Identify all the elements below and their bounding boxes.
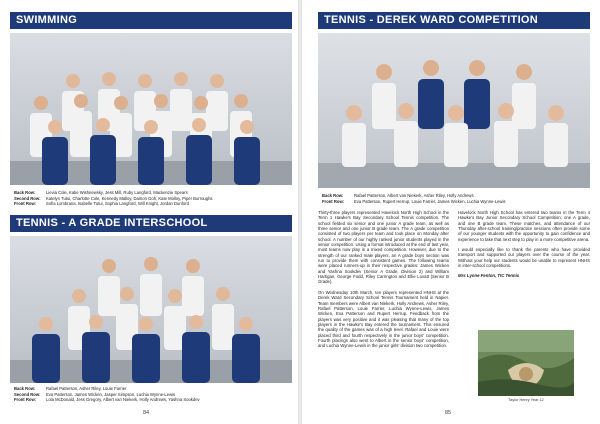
article-paragraph: I would especially like to thank the parents who have provided transport and supported our players over the course of the year. Without your help our students would be unable to represent HNHS in inter-school competitions. <box>458 247 590 269</box>
caption-label: Front Row: <box>14 201 37 207</box>
tennis-a-team-photo <box>10 236 292 383</box>
artwork-photo <box>478 330 574 396</box>
caption-label: Back Row: <box>322 193 344 198</box>
caption-label: Front Row: <box>322 198 345 204</box>
tennis-dw-title: TENNIS - DEREK WARD COMPETITION <box>324 14 539 26</box>
tennis-dw-team-photo <box>318 33 590 188</box>
page-85 <box>302 0 600 424</box>
tennis-a-caption <box>14 386 294 403</box>
swimming-banner <box>10 12 292 29</box>
page-number-left: 84 <box>143 410 150 416</box>
caption-label: Second Row: <box>14 195 41 201</box>
article-paragraph: Thirty-three players represented Havelock North High School in the Term 1 Hawke's Bay Secondary School Tennis competition. The school fielded six senior and one junior A grade team, as well as three senior and one junior B grade team. The A grade competition consisted of two players per team and took place on Monday after school. A number of our highly ranked junior students played in the senior competition. Using a format introduced at the end of last year, most teams now play in a mixed competition. However, due to the strength of our ranked male players, an A grade boys section was run to provide them with consistent games. The following teams were placed runners-up in their respective grades: James Wicken and Yashna Sookdev (Senior A Grade, Division 2) and William Hartigan, George Fodd, Riley Carrington and Ellie Lovatt (Senior B Grade). <box>318 210 449 285</box>
caption-label: Front Row: <box>14 397 37 403</box>
article-paragraph: Havelock North High School has entered two teams in the Term 4 Hawke's Bay Junior Secondary School Competition; one A grade, and one B grade team. These matches, and attendance of our Thursday after-school training/practice sessions often provide some of our younger students with the opportunity to gain confidence and experience to take that next step to play in a more competitive arena. <box>458 210 590 242</box>
swimming-title: SWIMMING <box>16 14 78 26</box>
article-column-1 <box>318 210 449 354</box>
swimming-team-photo <box>10 33 292 185</box>
tennis-dw-caption <box>322 193 594 204</box>
caption-names: Katelyn Tutui, Charlotte Cole, Kennedy Malloy, Damon Goh, Kate Molloy, Piper Burroughs <box>46 195 213 201</box>
author-signature: Mrs Lynne Fenton, TIC Tennis <box>458 273 520 279</box>
caption-label: Back Row: <box>14 386 36 391</box>
caption-names: Lola McDonald, Jess Gregory, Albert van Niekerk, Holly Andrews, Yashna Sookdev <box>46 397 200 403</box>
page-number-right: 85 <box>445 410 452 416</box>
artwork-caption: Taylor Henry Year 12 <box>508 398 544 402</box>
swimming-caption <box>14 190 294 207</box>
caption-names: Rafael Patterson, Asher Riley, Louie Farrier <box>46 386 127 391</box>
caption-names: Eva Patterson, James Wicken, Jasper Simpson, Luchia Wynne-Lewis <box>46 391 176 397</box>
article-paragraph: On Wednesday 10th March, ten players represented HNHS at the Derek Ward Secondary School Tennis Tournament held in Napier. Team members were Albert van Niekerk, Holly Andrews, Asher Riley, Rafael Patterson, Louie Farrier, Luchia Wynne-Lewis, James Wicken, Eva Patterson and Rupert Herrup. Feedback from the players was very positive and it was pleasing that many of the top players in the Hawke's Bay entered the tournament. This ensured the quality of the games was of a high level. Rafael and Louie were placed third and fourth respectively in the junior boys' competition. Fourth placings also went to Albert in the senior boys' competition, and Luchia Wynne-Lewis in the junior girls' division two competition. <box>318 289 449 349</box>
caption-label: Back Row: <box>14 190 36 195</box>
caption-names: Eva Patterson, Rupert Herrup, Louie Farrier, James Wicken, Luchia Wynne-Lewis <box>354 198 506 204</box>
caption-names: Rafael Patterson, Albert van Niekerk, Asher Riley, Holly Andrews <box>354 193 474 198</box>
article-column-2 <box>458 210 590 279</box>
page-84 <box>0 0 298 424</box>
caption-label: Second Row: <box>14 391 41 397</box>
caption-names: Sofia Lombrana, Isabelle Tutui, Sophia Langford, Will Knight, Jordan Dunford <box>46 201 189 207</box>
tennis-a-banner <box>10 215 292 232</box>
tennis-a-title: TENNIS - A GRADE INTERSCHOOL <box>16 217 208 229</box>
tennis-dw-banner <box>318 12 590 29</box>
caption-names: Lievia Cole, Katie Wishnewsky, Jess Mill, Ruby Langford, Mackenzie Spears <box>46 190 188 195</box>
